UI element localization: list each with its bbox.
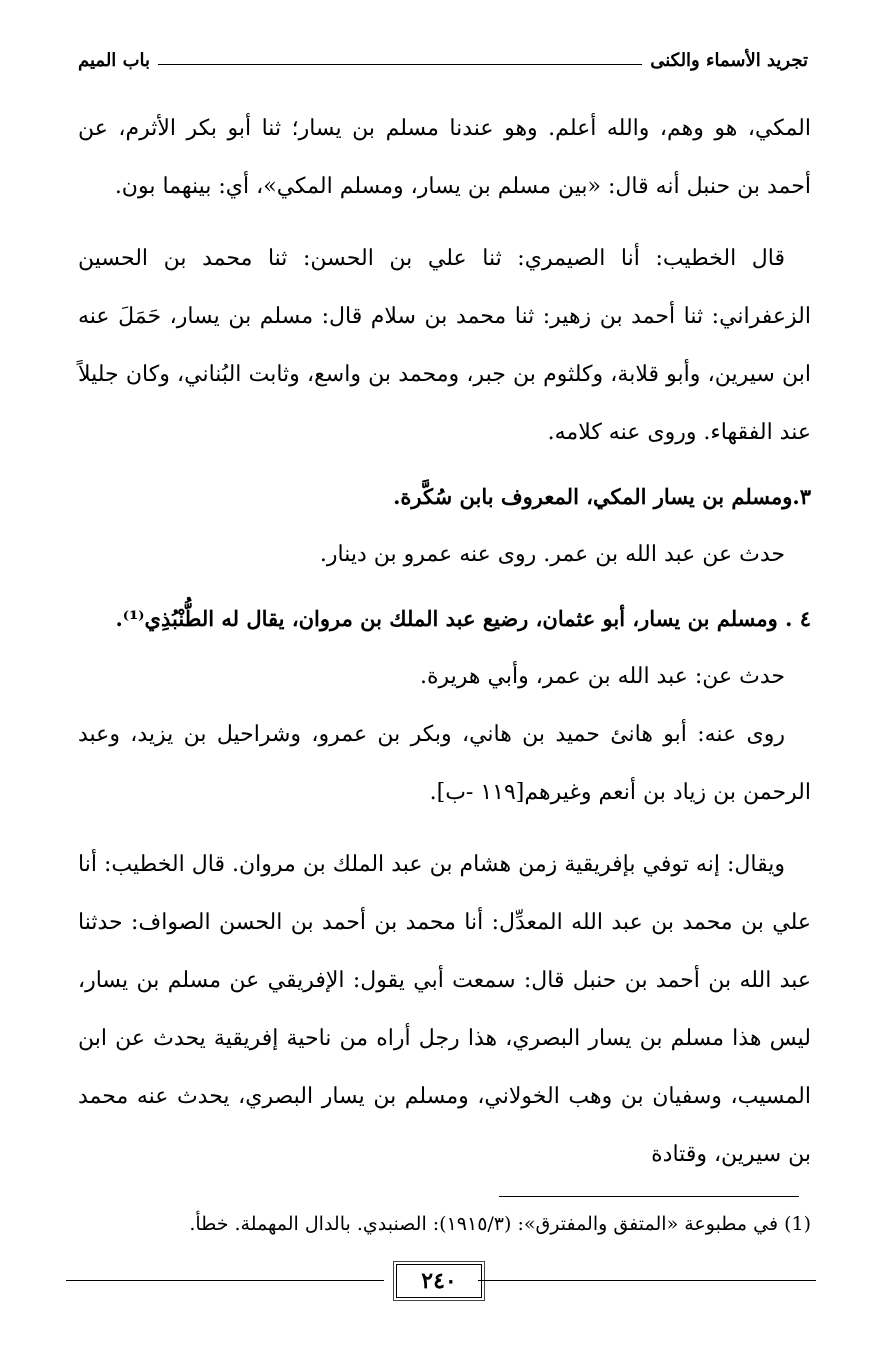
entry-heading-3: ٣.ومسلم بن يسار المكي، المعروف بابن سُكَّرة.: [393, 484, 811, 509]
paragraph-5: روى عنه: أبو هانئ حميد بن هاني، وبكر بن عمرو، وشراحيل بن يزيد، وعبد الرحمن بن زياد بن أنعم وغيرهم[١١٩ -ب].: [78, 722, 811, 805]
page-number: ٢٤٠: [396, 1264, 482, 1298]
paragraph-6: ويقال: إنه توفي بإفريقية زمن هشام بن عبد الملك بن مروان. قال الخطيب: أنا علي بن محمد بن عبد الله المعدِّل: أنا محمد بن أحمد بن الحسن الصواف: حدثنا عبد الله بن أحمد بن حنبل قال: سمعت أبي يقول: الإفريقي عن مسلم بن يسار، ليس هذا مسلم بن يسار البصري، هذا رجل أراه من ناحية إفريقية يحدث عن ابن المسيب، وسفيان بن وهب الخولاني، ومسلم بن يسار البصري، يحدث عنه محمد بن سيرين، وقتادة: [78, 852, 811, 1167]
paragraph-4: حدث عن: عبد الله بن عمر، وأبي هريرة.: [420, 664, 785, 689]
page-footer: [66, 1262, 816, 1302]
page-body: [78, 100, 811, 1184]
paragraph-1: المكي، هو وهم، والله أعلم. وهو عندنا مسلم بن يسار؛ ثنا أبو بكر الأثرم، عن أحمد بن حنبل أنه قال: «بين مسلم بن يسار، ومسلم المكي»، أي: بينهما بون.: [78, 116, 811, 199]
header-rule: [158, 64, 642, 65]
header-book-title: تجريد الأسماء والكنى: [650, 49, 808, 71]
header-chapter-title: باب الميم: [78, 49, 151, 71]
footer-rule-right: [478, 1280, 816, 1281]
running-header: [78, 40, 808, 80]
footnote: (1) في مطبوعة «المتفق والمفترق»: (١٩١٥/٣): الصنبدي. بالدال المهملة. خطأ.: [189, 1213, 811, 1235]
paragraph-2: قال الخطيب: أنا الصيمري: ثنا علي بن الحسن: ثنا محمد بن الحسين الزعفراني: ثنا أحمد بن زهير: ثنا محمد بن سلام قال: مسلم بن يسار، حَمَلَ عنه ابن سيرين، وأبو قلابة، وكلثوم بن جبر، ومحمد بن واسع، وثابت البُناني، وكان جليلاً عند الفقهاء. وروى عنه كلامه.: [78, 246, 811, 445]
paragraph-3: حدث عن عبد الله بن عمر. روى عنه عمرو بن دينار.: [319, 542, 785, 567]
footer-rule-left: [66, 1280, 384, 1281]
footnote-rule: [499, 1196, 799, 1197]
entry-heading-4: ٤ . ومسلم بن يسار، أبو عثمان، رضيع عبد الملك بن مروان، يقال له الطُّنْبُذِي⁽¹⁾.: [115, 606, 811, 631]
